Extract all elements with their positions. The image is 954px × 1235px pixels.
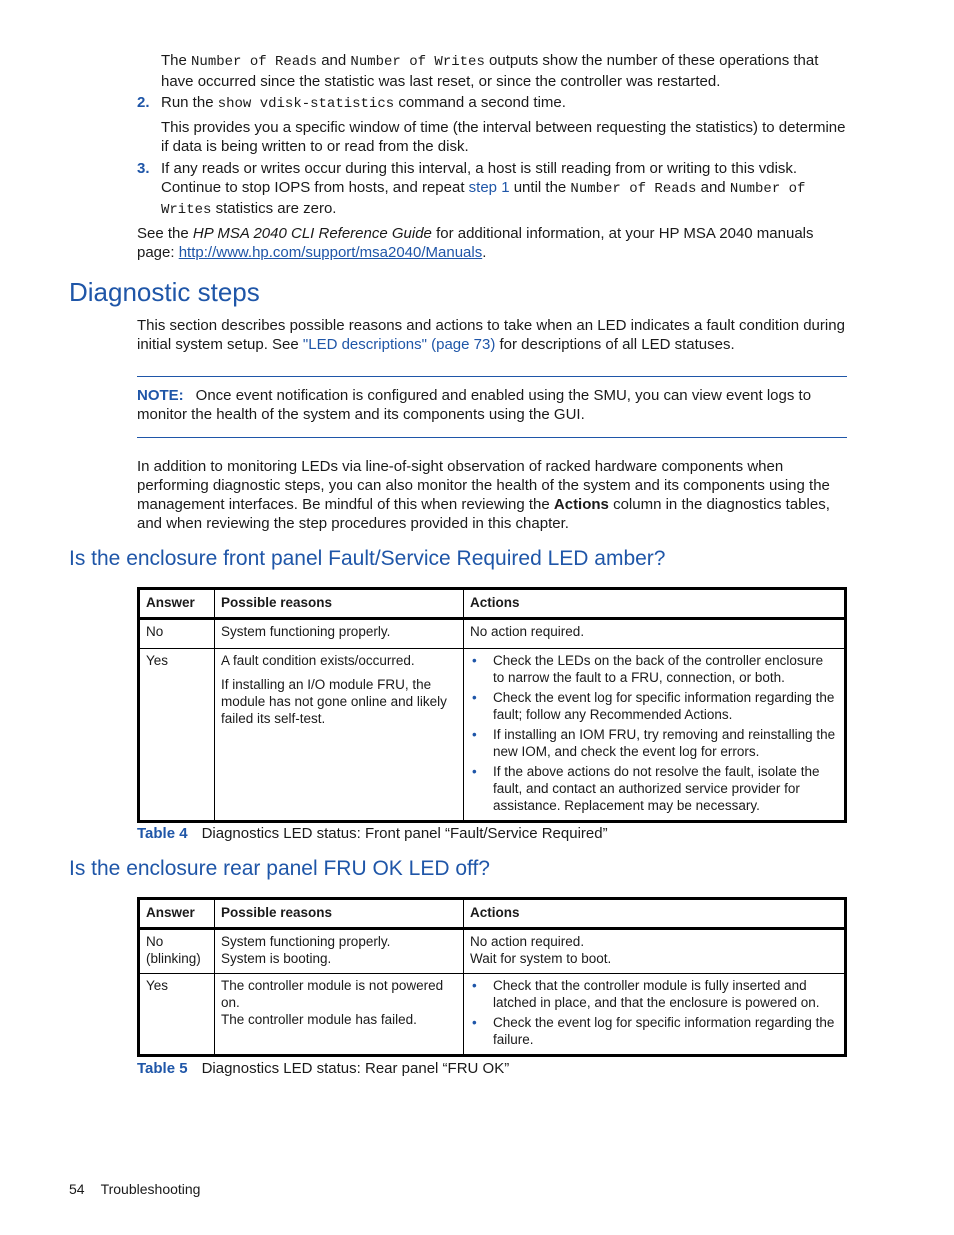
action-cell: [464, 974, 846, 1056]
rear-panel-table: [137, 897, 847, 1057]
caption-text: Diagnostics LED status: Front panel “Fault/Service Required”: [201, 825, 608, 842]
table-row: [139, 974, 846, 1056]
para-text: See the: [137, 225, 193, 242]
front-panel-heading: Is the enclosure front panel Fault/Service Required LED amber?: [69, 547, 666, 570]
reason-text: The controller module is not powered on.: [221, 978, 444, 1010]
step-1-link[interactable]: step 1: [468, 179, 510, 196]
front-panel-table: [137, 587, 847, 823]
reason-text: System is booting.: [221, 951, 332, 966]
step-text: command a second time.: [394, 94, 566, 111]
list-item: [470, 652, 838, 686]
para-text: column in the diagnostics tables, and when reviewing the step procedures provided in this chapter.: [137, 496, 830, 532]
step-number: 3.: [137, 160, 150, 177]
bullet-icon: •: [472, 727, 477, 742]
action-cell: [464, 929, 846, 974]
intro-text: outputs show the number of these operations that have occurred since the statistic was last reset, or since the controller was restarted.: [161, 52, 819, 90]
bullet-icon: •: [472, 1015, 477, 1030]
action-text: No action required.: [470, 934, 585, 949]
manuals-url-link[interactable]: http://www.hp.com/support/msa2040/Manuals: [178, 244, 483, 261]
list-item: [470, 977, 838, 1011]
caption-label: Table 5: [137, 1060, 188, 1077]
reason-text: System functioning properly.: [221, 934, 391, 949]
led-descriptions-link[interactable]: "LED descriptions" (page 73): [302, 336, 496, 353]
action-text: Wait for system to boot.: [470, 951, 612, 966]
step-text: statistics are zero.: [211, 200, 337, 217]
answer-cell: No: [139, 619, 215, 649]
bullet-icon: •: [472, 653, 477, 668]
action-text: Check that the controller module is fully inserted and latched in place, and that the enclosure is powered on.: [493, 978, 820, 1010]
reason-text: If installing an I/O module FRU, the module has not gone online and likely failed its self-test.: [221, 677, 447, 726]
step-2-detail: This provides you a specific window of time (the interval between requesting the statistics) to determine if data is being written to or read from the disk.: [161, 119, 846, 155]
rear-panel-heading: Is the enclosure rear panel FRU OK LED off?: [69, 857, 490, 880]
column-header: Possible reasons: [215, 589, 464, 619]
monitor-paragraph: [137, 457, 851, 533]
step-text: Run the: [161, 94, 218, 111]
bullet-icon: •: [472, 690, 477, 705]
note-top-rule: [137, 376, 847, 377]
table-row: [139, 649, 846, 822]
code-command: show vdisk-statistics: [217, 96, 395, 112]
step-number: 2.: [137, 94, 150, 111]
note-label: NOTE:: [137, 387, 184, 404]
para-text: for descriptions of all LED statuses.: [495, 336, 735, 353]
intro-text: The: [161, 52, 192, 69]
action-list: [470, 652, 838, 814]
page-number: 54: [69, 1181, 85, 1197]
para-text: This section describes possible reasons and actions to take when an LED indicates a fault condition during initial system setup. See: [137, 317, 845, 353]
column-header: Actions: [464, 899, 846, 929]
action-text: If installing an IOM FRU, try removing and reinstalling the new IOM, and check the event log for errors.: [493, 727, 836, 759]
answer-cell: Yes: [139, 649, 215, 822]
column-header: Possible reasons: [215, 899, 464, 929]
action-text: Check the LEDs on the back of the controller enclosure to narrow the fault to a FRU, connection, or both.: [493, 653, 824, 685]
see-also-paragraph: [137, 224, 851, 262]
bullet-icon: •: [472, 978, 477, 993]
answer-cell: [139, 929, 215, 974]
step-text: If any reads or writes occur during this interval, a host is still reading from or writing to this vdisk. Continue to stop IOPS from hosts, and repeat: [161, 160, 798, 196]
table-4-caption: [137, 824, 608, 843]
list-item: [470, 726, 838, 760]
answer-cell: Yes: [139, 974, 215, 1056]
action-text: Check the event log for specific information regarding the failure.: [493, 1015, 835, 1047]
table-header-row: [139, 589, 846, 619]
step-text: until the: [509, 179, 571, 196]
reason-cell: [215, 929, 464, 974]
step-text: and: [696, 179, 730, 196]
note-box: [137, 386, 837, 424]
note-bottom-rule: [137, 437, 847, 438]
step-2: [137, 93, 851, 156]
table-header-row: [139, 899, 846, 929]
column-header: Actions: [464, 589, 846, 619]
page-footer: [69, 1180, 200, 1199]
action-cell: [464, 649, 846, 822]
section-intro: [137, 316, 851, 354]
section-heading: Diagnostic steps: [69, 277, 260, 307]
code-number-of-writes: Number of Writes: [350, 54, 485, 70]
code-number-of-reads: Number of Reads: [570, 181, 697, 197]
action-text: Check the event log for specific information regarding the fault; follow any Recommended Actions.: [493, 690, 835, 722]
reason-text: The controller module has failed.: [221, 1012, 417, 1027]
list-item: [470, 763, 838, 814]
table-row: [139, 619, 846, 649]
reason-cell: [215, 974, 464, 1056]
para-text: for additional information, at your HP MSA 2040 manuals page:: [137, 225, 814, 261]
note-text: Once event notification is configured and enabled using the SMU, you can view event logs to monitor the health of the system and its components using the GUI.: [137, 387, 812, 423]
reason-cell: [215, 649, 464, 822]
list-item: [470, 1014, 838, 1048]
answer-text: (blinking): [146, 951, 201, 966]
caption-label: Table 4: [137, 825, 188, 842]
step-3-text: [161, 159, 851, 220]
para-text: .: [482, 244, 487, 261]
column-header: Answer: [139, 899, 215, 929]
action-cell: No action required.: [464, 619, 846, 649]
chapter-name: Troubleshooting: [100, 1181, 201, 1197]
bullet-icon: •: [472, 764, 477, 779]
list-item: [470, 689, 838, 723]
actions-bold: Actions: [553, 496, 609, 513]
answer-text: No: [146, 934, 164, 949]
code-number-of-writes: Number of Writes: [161, 181, 806, 218]
intro-text: and: [317, 52, 351, 69]
para-text: In addition to monitoring LEDs via line-of-sight observation of racked hardware components when performing diagnostic steps, you can also monitor the health of the system and its components using the management interfaces. Be mindful of this when reviewing the: [137, 458, 830, 513]
step-2-text: [161, 93, 851, 114]
reason-text: A fault condition exists/occurred.: [221, 653, 415, 668]
table-5-caption: [137, 1059, 509, 1078]
intro-paragraph: [161, 51, 851, 91]
code-number-of-reads: Number of Reads: [191, 54, 318, 70]
caption-text: Diagnostics LED status: Rear panel “FRU OK”: [201, 1060, 510, 1077]
column-header: Answer: [139, 589, 215, 619]
action-list: [470, 977, 838, 1048]
action-text: If the above actions do not resolve the fault, isolate the fault, and contact an authorized service provider for assistance. Replacement may be necessary.: [493, 764, 820, 813]
reason-cell: System functioning properly.: [215, 619, 464, 649]
step-3: [137, 159, 851, 220]
guide-title: HP MSA 2040 CLI Reference Guide: [192, 225, 432, 242]
table-row: [139, 929, 846, 974]
